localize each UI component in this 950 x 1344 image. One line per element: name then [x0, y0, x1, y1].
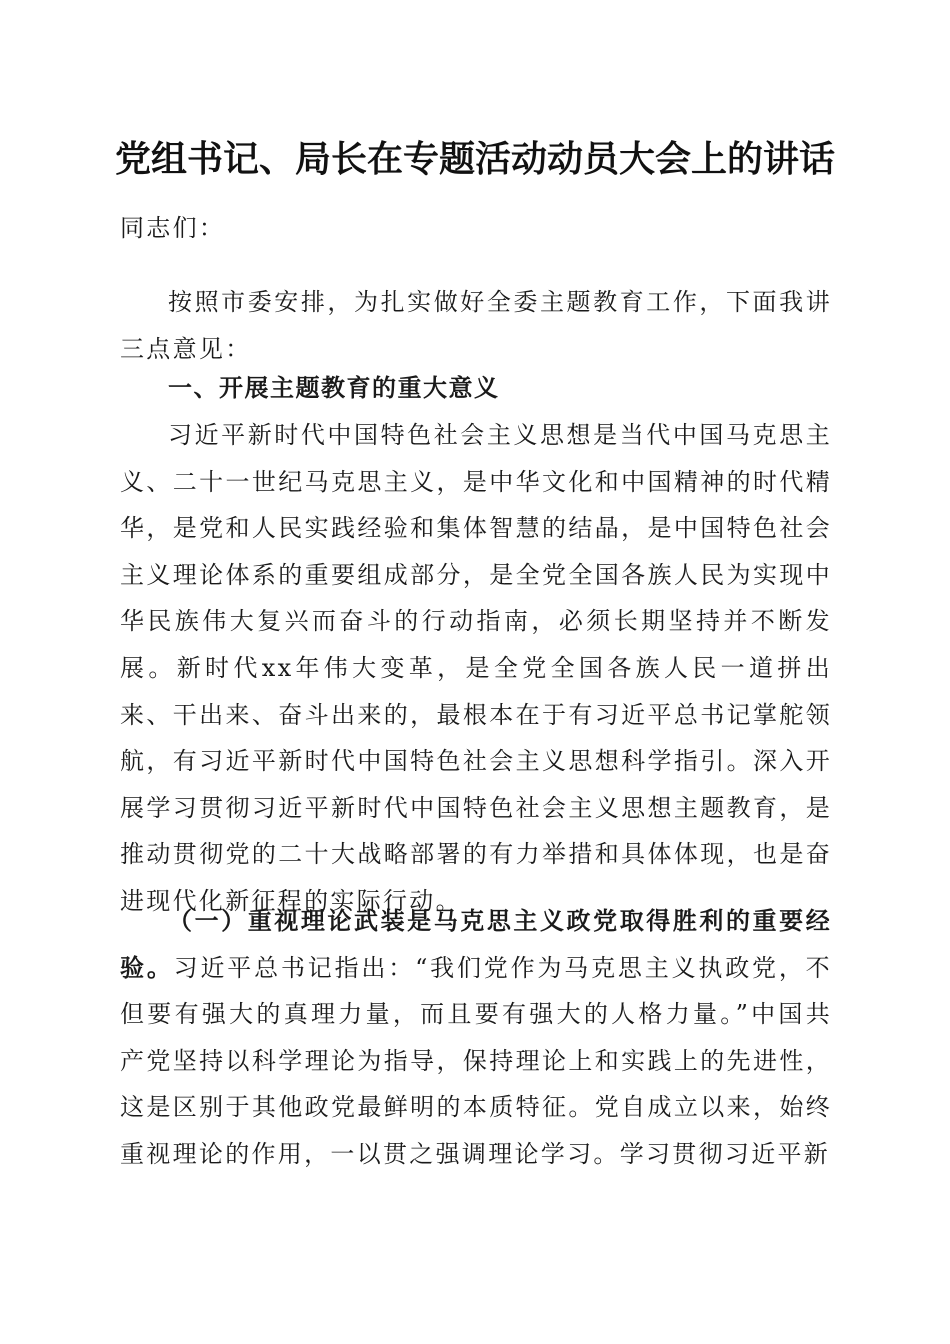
subsection-heading-1: （一）重视理论武装是马克思主义政党取得胜利的重要经验。: [120, 906, 832, 982]
section-heading-1: 一、开展主题教育的重大意义: [168, 374, 500, 402]
page-title: 党组书记、局长在专题活动动员大会上的讲话: [114, 138, 835, 180]
subsection1-text: 习近平总书记指出：“我们党作为马克思主义执政党，不但要有强大的真理力量，而且要有强大的人格力量。”中国共产党坚持以科学理论为指导，保持理论上和实践上的先进性，这是区别于其他政党最鲜明的本质特征。党自成立以来，始终重视理论的作用，一以贯之强调理论学习。学习贯彻习近平新: [120, 953, 832, 1168]
intro-paragraph: 按照市委安排，为扎实做好全委主题教育工作，下面我讲三点意见：: [120, 288, 832, 363]
salutation: 同志们：: [120, 214, 226, 242]
subsection1-paragraph: [120, 898, 832, 1178]
section1-paragraph: 习近平新时代中国特色社会主义思想是当代中国马克思主义、二十一世纪马克思主义，是中华文化和中国精神的时代精华，是党和人民实践经验和集体智慧的结晶，是中国特色社会主义理论体系的重要组成部分，是全党全国各族人民为实现中华民族伟大复兴而奋斗的行动指南，必须长期坚持并不断发展。新时代xx年伟大变革，是全党全国各族人民一道拼出来、干出来、奋斗出来的，最根本在于有习近平总书记掌舵领航，有习近平新时代中国特色社会主义思想科学指引。深入开展学习贯彻习近平新时代中国特色社会主义思想主题教育，是推动贯彻党的二十大战略部署的有力举措和具体体现，也是奋进现代化新征程的实际行动。: [120, 421, 832, 915]
